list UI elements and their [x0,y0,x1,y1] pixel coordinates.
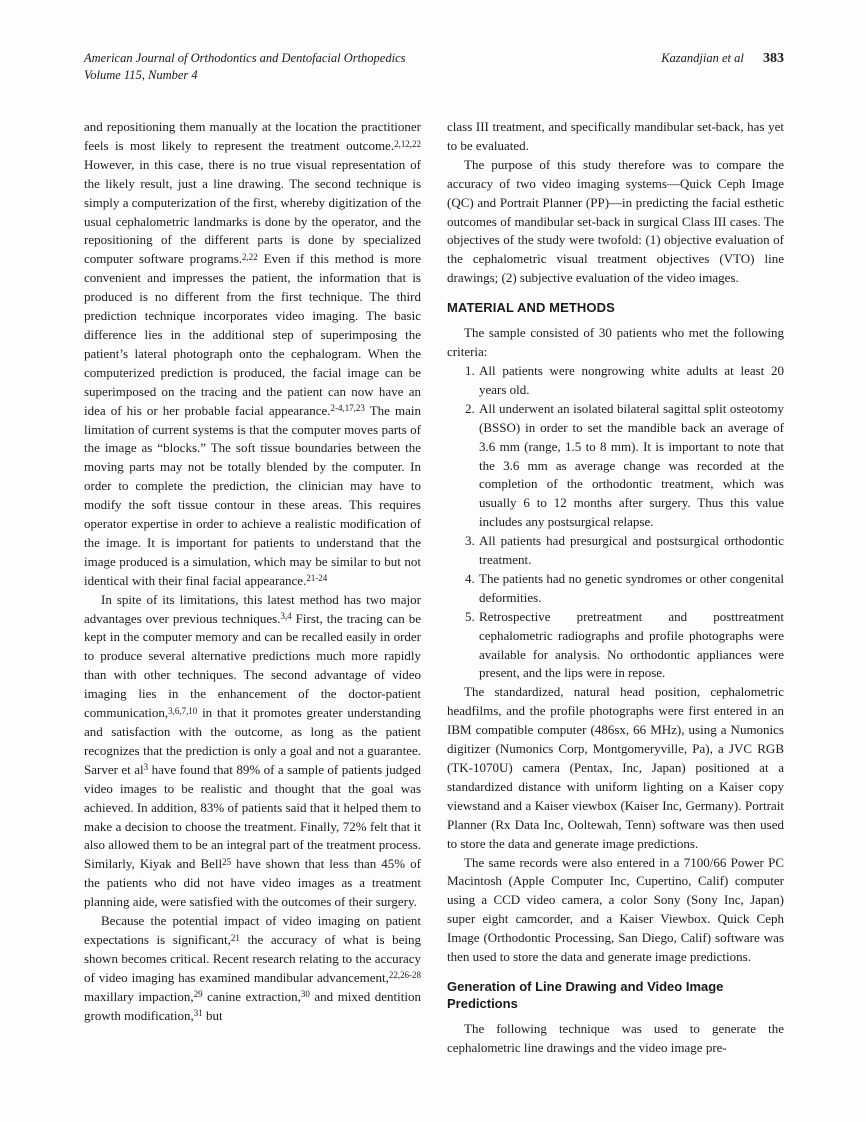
criteria-item: 2. All underwent an isolated bilateral sagittal split osteotomy (BSSO) in order to set the mandible back an average of 3.6 mm (range, 1.5 to 8 mm). It is important to note that the 3.6 mm as average change was recorded at the completion of the orthodontic treatment, which was usually 6 to 12 months after surgery. Thus this value includes any postsurgical relapse. [478,400,784,532]
running-head [661,50,784,67]
left-column [84,118,421,1058]
paragraph-continuation: and repositioning them manually at the location the practitioner feels is most likely to represent the treatment outcome.$^{2,12,22}$ However, in this case, there is no true visual representation of the likely result, just a line drawing. The second technique is simply a computerization of the first, whereby digitization of the usual cephalometric landmarks is done by the operator, and the repositioning of the different parts is done by specialized computer software programs.$^{2,22}$ Even if this method is more convenient and impresses the patient, the information that is produced is no different from the first technique. The third prediction technique incorporates video imaging. The basic difference lies in the additional step of superimposing the patient’s lateral photograph onto the cephalogram. When the computerized prediction is produced, the facial image can be superimposed on the tracing and the patient can now have an idea of his or her probable facial appearance.$^{2-4,17,23}$ The main limitation of current systems is that the computer moves parts of the image as “blocks.” The soft tissue boundaries between the moving parts may not be totally blended by the computer. In order to complete the prediction, the clinician may have to modify the soft tissue contour in these areas. This requires operator expertise in order to achieve a realistic modification of the image. It is important for patients to understand that the image produced is a simulation, which may be similar to but not identical with their final facial appearance.$^{21-24}$ [84,119,422,588]
criteria-list [447,362,784,683]
criteria-item: 3. All patients had presurgical and postsurgical orthodontic treatment. [478,532,784,570]
paragraph: The following technique was used to generate the cephalometric line drawings and the video image pre- [447,1020,784,1055]
paragraph: In spite of its limitations, this latest method has two major advantages over previous techniques.$^{3,4}$ First, the tracing can be kept in the computer memory and can be recalled easily in order to produce several alternative predictions much more rapidly than with other techniques. The second advantage of video imaging lies in the enhancement of the doctor-patient communication,$^{3,6,7,10}$ in that it promotes greater understanding and satisfaction with the outcome, as long as the patient recognizes that the prediction is only a goal and not a guarantee. Sarver et $al^3$ have found that 89% of a sample of patients judged video images to be realistic and thought that the goal was achieved. In addition, 83% of patients said that it helped them to make a decision to choose the treatment. Finally, 72% felt that it also allowed them to be an integral part of the treatment process. Similarly, Kiyak and Bell$^{25}$ have shown that less than 45% of the patients who did not have video images as a treatment planning aide, were satisfied with the outcomes of their surgery. [84,591,421,910]
criteria-item: 1. All patients were nongrowing white adults at least 20 years old. [478,362,784,400]
paragraph: Because the potential impact of video imaging on patient expectations is significant,$^{21}$ the accuracy of what is being shown becomes critical. Recent research relating to the accuracy of video imaging has examined mandibular advancement,$^{22,26-28}$ maxillary impaction,$^{29}$ canine extraction,$^{30}$ and mixed dentition growth modification,$^{31}$ but [84,913,422,1023]
paragraph: The sample consisted of 30 patients who met the following criteria: [447,325,784,360]
article-body [84,118,784,1058]
running-authors: Kazandjian et al [661,51,744,65]
journal-name: American Journal of Orthodontics and Dentofacial Orthopedics [84,51,406,65]
page-number: 383 [763,51,784,66]
subsection-heading-generation: Generation of Line Drawing and Video Image Predictions [447,978,724,1011]
criteria-item: 5. Retrospective pretreatment and posttreatment cephalometric radiographs and profile photographs were available for analysis. No orthodontic appliances were present, and the lips were in repose. [478,608,784,684]
volume-info: Volume 115, Number 4 [84,68,198,82]
paragraph: The standardized, natural head position, cephalometric headfilms, and the profile photographs were first entered in an IBM compatible computer (486sx, 66 MHz), using a Numonics digitizer (Numonics Corp, Montgomeryville, Pa), a JVC RGB (TK-1070U) camera (Pentax, Inc, Japan) positioned at a standardized distance with uniform lighting on a Kaiser copy viewstand and a Kaiser viewbox (Kaiser Inc, Germany). Portrait Planner (Rx Data Inc, Ooltewah, Tenn) software was then used to store the data and generate image predictions. [447,684,784,851]
journal-info [84,50,406,84]
paragraph: The purpose of this study therefore was to compare the accuracy of two video imaging systems—Quick Ceph Image (QC) and Portrait Planner (PP)—in predicting the facial esthetic outcomes of mandibular set-back in surgical Class III cases. The objectives of the study were twofold: (1) objective evaluation of the cephalometric visual treatment objectives (VTO) line drawings; (2) subjective evaluation of the video images. [447,156,784,286]
paragraph-continuation: class III treatment, and specifically mandibular set-back, has yet to be evaluated. [447,119,784,153]
paragraph: The same records were also entered in a 7100/66 Power PC Macintosh (Apple Computer Inc, Cupertino, Calif) computer using a CCD video camera, a color Sony (Sony Inc, Japan) super eight camcorder, and a Kaiser Viewbox. Quick Ceph Image (Orthodontic Processing, San Diego, Calif) software was then used to store the data and generate image predictions. [447,854,784,965]
right-column [447,118,784,1058]
section-heading-material-and-methods: MATERIAL AND METHODS [447,300,615,316]
page-header [84,50,784,84]
criteria-item: 4. The patients had no genetic syndromes or other congenital deformities. [478,570,784,608]
